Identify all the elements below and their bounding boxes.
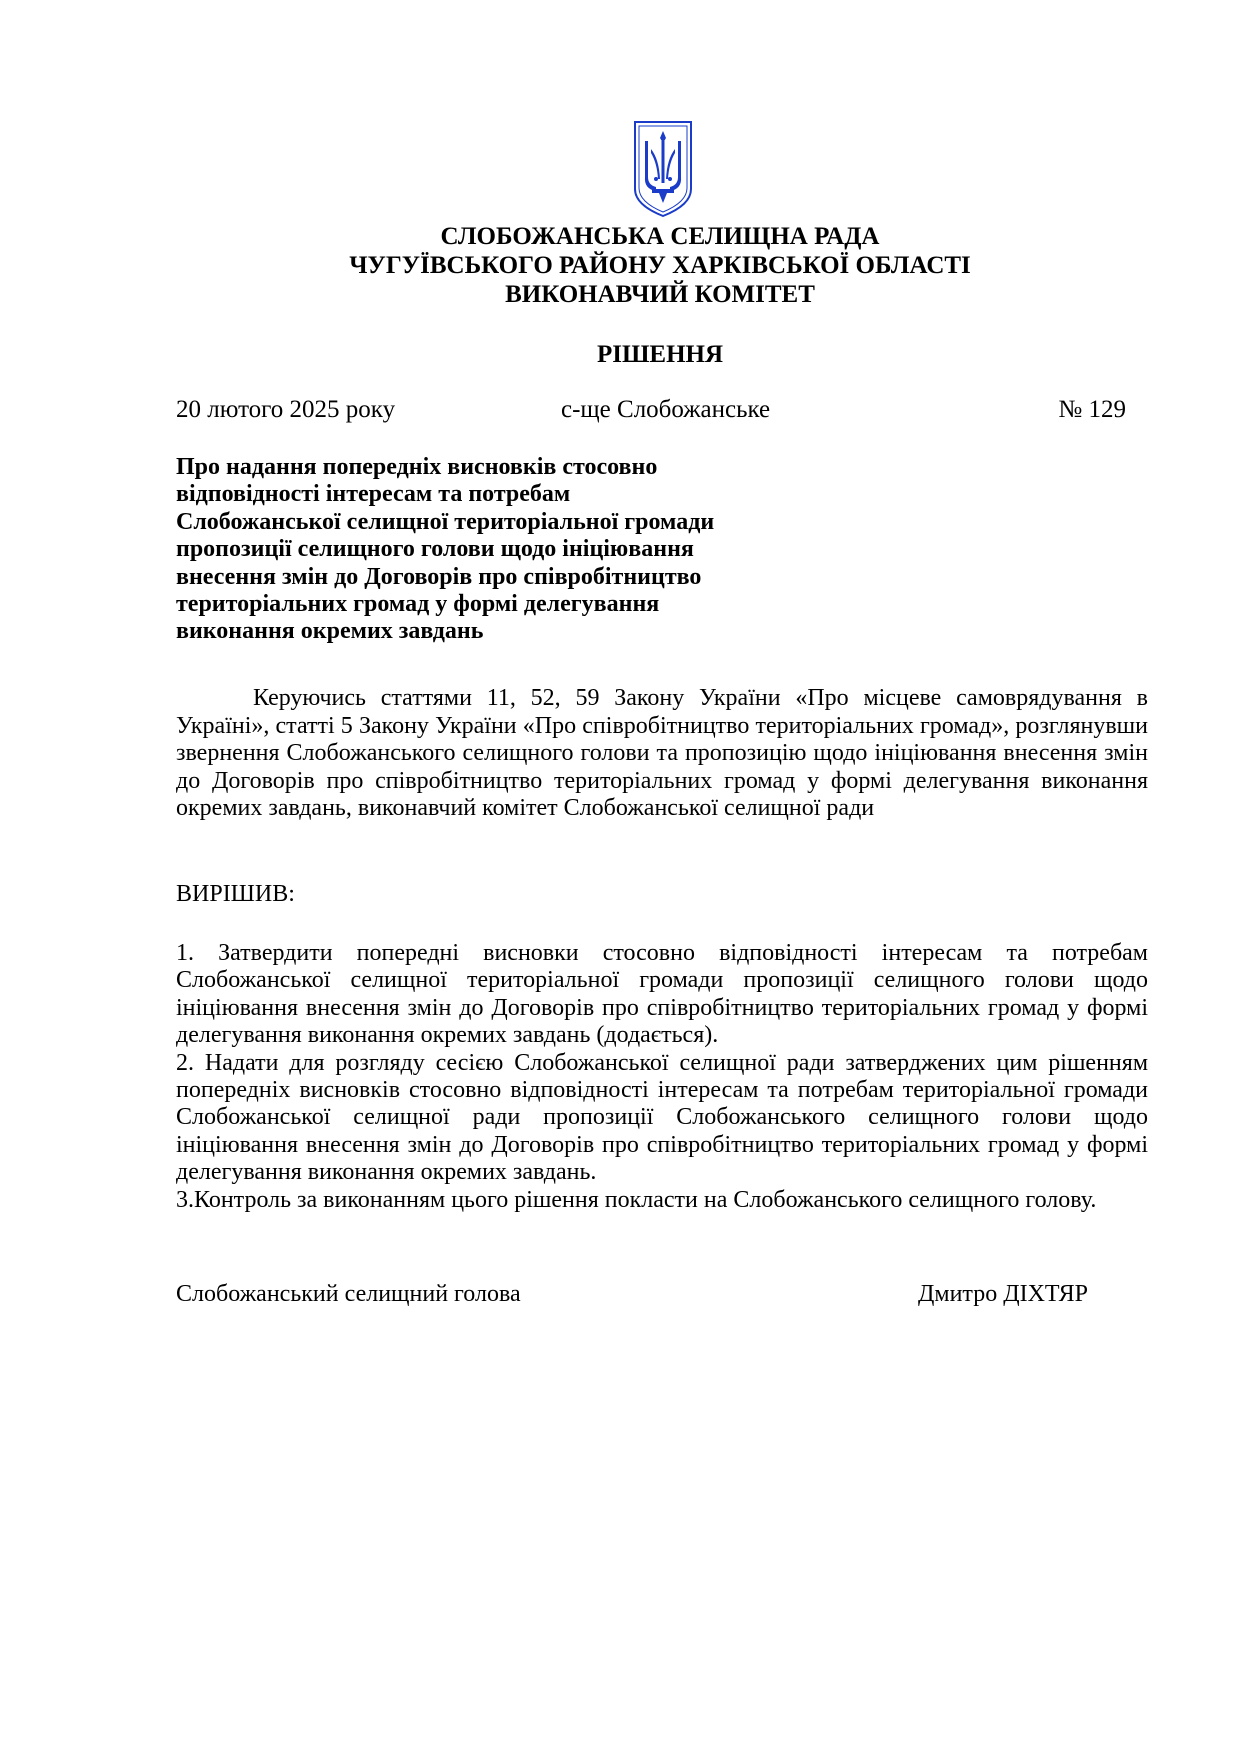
signature-block [176, 1280, 1088, 1310]
subject-line: внесення змін до Договорів про співробітництво [176, 563, 702, 590]
document-meta [176, 395, 1126, 425]
document-date: 20 лютого 2025 року [176, 396, 396, 423]
decision-item-2: 2. Надати для розгляду сесією Слобожанської селищної ради затверджених цим рішенням попередніх висновків стосовно відповідності інтересам та потребам територіальної громади Слобожанської селищної ради пропозиції Слобожанського селищного голови щодо ініціювання внесення змін до Договорів про співробітництво територіальних громад у формі делегування виконання окремих завдань. [176, 1049, 1148, 1186]
issuer-header [300, 222, 1020, 309]
subject-line: відповідності інтересам та потребам [176, 481, 571, 508]
document-place: с-ще Слобожанське [561, 396, 771, 423]
subject-line: пропозиції селищного голови щодо ініціювання [176, 536, 694, 563]
committee-name: ВИКОНАВЧИЙ КОМІТЕТ [505, 281, 815, 308]
subject-line: виконання окремих завдань [176, 618, 484, 645]
decision-item-1: 1. Затвердити попередні висновки стосовно відповідності інтересам та потребам Слобожанської селищної територіальної громади пропозиції селищного голови щодо ініціювання внесення змін до Договорів про співробітництво територіальних громад у формі делегування виконання окремих завдань (додається). [176, 940, 1148, 1049]
document-number: № 129 [1058, 396, 1126, 423]
preamble-paragraph: Керуючись статтями 11, 52, 59 Закону України «Про місцеве самоврядування в Україні», статті 5 Закону України «Про співробітництво територіальних громад», розглянувши звернення Слобожанського селищного голови та пропозицію щодо ініціювання внесення змін до Договорів про співробітництво територіальних громад у формі делегування виконання окремих завдань, виконавчий комітет Слобожанської селищної ради [176, 685, 1148, 822]
decided-heading: ВИРІШИВ: [176, 881, 295, 907]
subject-line: Про надання попередніх висновків стосовно [176, 454, 658, 480]
district-name: ЧУГУЇВСЬКОГО РАЙОНУ ХАРКІВСЬКОЇ ОБЛАСТІ [349, 252, 971, 279]
coat-of-arms-icon [632, 119, 694, 219]
decision-item-3: 3.Контроль за виконанням цього рішення покласти на Слобожанського селищного голову. [176, 1186, 1097, 1213]
signatory-position: Слобожанський селищний голова [176, 1281, 521, 1307]
document-type: РІШЕННЯ [596, 341, 724, 368]
council-name: СЛОБОЖАНСЬКА СЕЛИЩНА РАДА [440, 223, 880, 250]
subject-line: територіальних громад у формі делегування [176, 591, 660, 618]
signatory-name: Дмитро ДІХТЯР [918, 1281, 1088, 1307]
subject-line: Слобожанської селищної територіальної громади [176, 508, 715, 535]
decision-items [176, 940, 1148, 1214]
decision-subject [176, 454, 776, 646]
